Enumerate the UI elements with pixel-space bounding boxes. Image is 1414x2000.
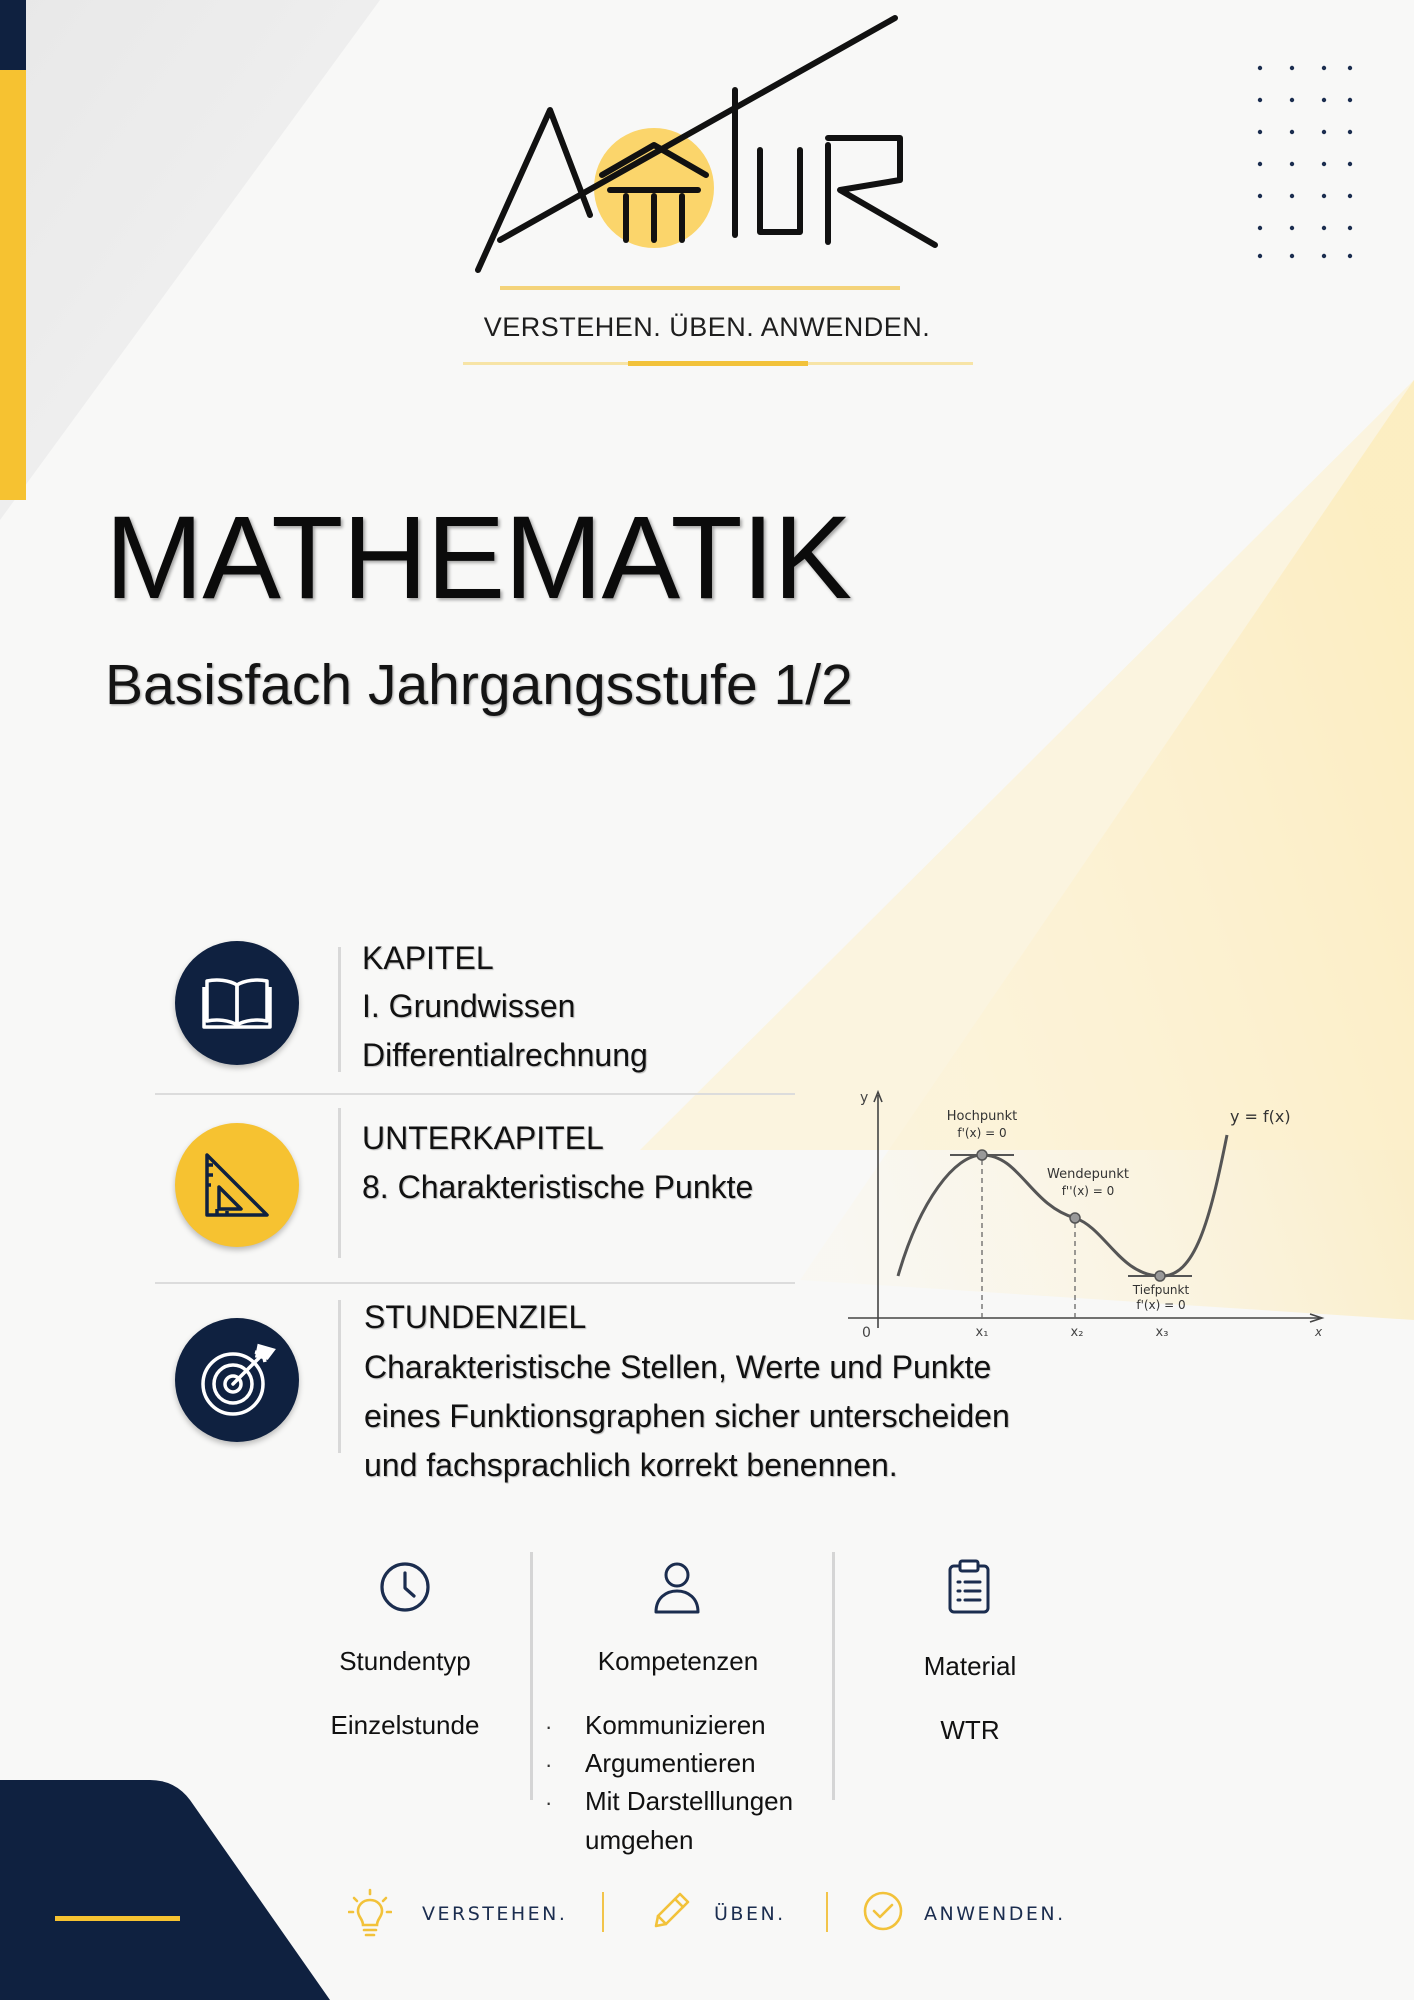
set-square-icon [201,1149,273,1221]
stundentyp-value: Einzelstunde [330,1710,480,1740]
kompetenz-item-2: Argumentieren [585,1748,756,1778]
page-title: MATHEMATIK [105,492,852,624]
kapitel-badge [175,941,299,1065]
footer-ueben: ÜBEN. [714,1903,786,1925]
tiefpunkt-condition: f'(x) = 0 [1136,1298,1186,1312]
footer-anwenden: ANWENDEN. [924,1903,1066,1925]
stundenziel-line-3: und fachsprachlich korrekt benennen. [364,1447,898,1483]
slogan-underline-accent [628,361,808,366]
kompetenz-item-1: Kommunizieren [585,1710,766,1740]
material-label: Material [923,1651,1017,1681]
footer-divider [826,1892,828,1932]
book-icon [202,975,272,1031]
origin-label: 0 [862,1325,871,1341]
wendepunkt-marker [1070,1213,1080,1223]
kapitel-divider [338,947,341,1072]
stundenziel-divider [338,1300,341,1453]
target-icon [197,1340,277,1420]
kompetenzen-label: Kompetenzen [597,1646,759,1676]
clock-icon [378,1560,432,1614]
stundenziel-line-2: eines Funktionsgraphen sicher unterscheiden [364,1398,1010,1434]
column-divider [530,1552,533,1800]
unterkapitel-badge [175,1123,299,1247]
hochpunkt-marker [977,1150,987,1160]
check-circle-icon [862,1890,904,1932]
wendepunkt-label: Wendepunkt [1047,1167,1129,1182]
hochpunkt-label: Hochpunkt [946,1109,1018,1124]
footer-divider [602,1892,604,1932]
lightbulb-icon [348,1888,392,1938]
x-axis-label: x [1315,1325,1323,1339]
function-label: y = f(x) [1230,1107,1291,1126]
person-icon [652,1560,702,1616]
hochpunkt-condition: f'(x) = 0 [957,1126,1007,1140]
bullet-2: · [545,1752,553,1777]
bullet-1: · [545,1714,553,1739]
section-separator [155,1282,795,1284]
slogan: VERSTEHEN. ÜBEN. ANWENDEN. [483,312,931,342]
clipboard-icon [946,1558,992,1616]
section-separator [155,1093,795,1095]
tiefpunkt-marker [1155,1271,1165,1281]
stundenziel-heading: STUNDENZIEL [364,1299,587,1335]
function-curve [898,1135,1227,1276]
footer-verstehen: VERSTEHEN. [422,1903,568,1925]
y-axis-label: y [860,1090,869,1106]
unterkapitel-line-1: 8. Charakteristische Punkte [362,1169,754,1205]
page-subtitle: Basisfach Jahrgangsstufe 1/2 [105,653,853,717]
stundenziel-line-1: Charakteristische Stellen, Werte und Punkte [364,1349,992,1385]
kapitel-line-2: Differentialrechnung [362,1037,648,1073]
kapitel-heading: KAPITEL [362,940,494,976]
bullet-3: · [545,1790,553,1815]
material-value: WTR [940,1715,1000,1745]
dot-grid-decoration [1250,60,1360,265]
x2-tick-label: x₂ [1070,1325,1084,1340]
stundenziel-badge [175,1318,299,1442]
stundentyp-label: Stundentyp [339,1646,471,1676]
x1-tick-label: x₁ [975,1325,989,1340]
x3-tick-label: x₃ [1155,1325,1169,1340]
wendepunkt-condition: f''(x) = 0 [1061,1184,1115,1198]
amur-logo [460,10,960,280]
unterkapitel-heading: UNTERKAPITEL [362,1120,604,1156]
kompetenz-item-3: Mit Darstelllungen [585,1786,794,1816]
kapitel-line-1: I. Grundwissen [362,988,576,1024]
logo-underline [500,286,900,290]
pencil-icon [648,1888,694,1934]
tiefpunkt-label: Tiefpunkt [1132,1283,1190,1297]
function-graph [830,1080,1340,1350]
column-divider [832,1552,835,1800]
kompetenz-item-4: umgehen [585,1825,694,1855]
unterkapitel-divider [338,1108,341,1258]
